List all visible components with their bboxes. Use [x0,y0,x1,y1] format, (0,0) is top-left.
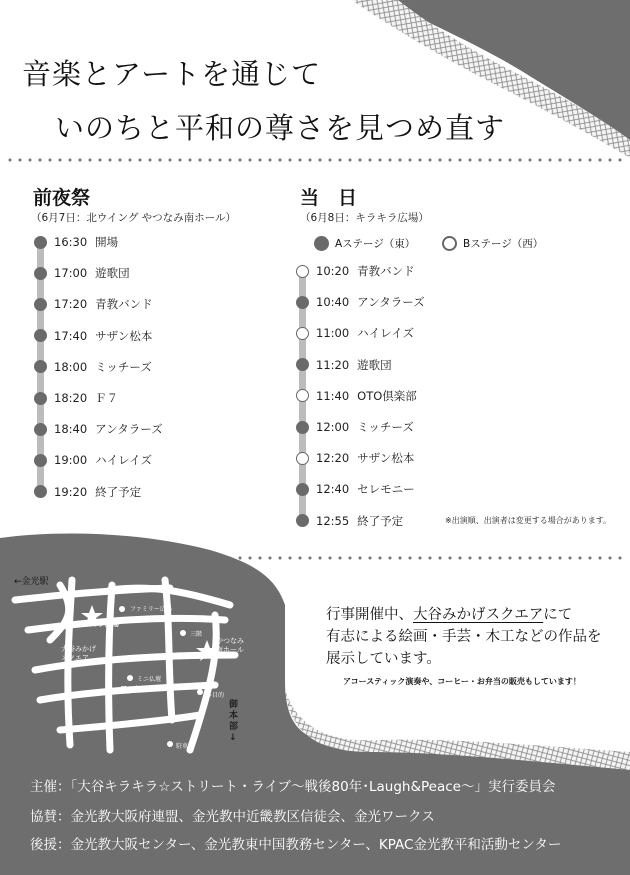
map-kirakira: キラキラ広場 [77,620,119,628]
day-row [296,480,415,498]
day-name: アンタラーズ [357,295,425,310]
eve-time: 18:40 [54,422,88,437]
legend-stage-a-label: Aステージ（東） [335,238,416,250]
eve-row [34,451,152,469]
eve-name: 青教バンド [95,297,153,312]
eve-row [34,233,118,251]
msg-line2: 有志による絵画・手芸・木工などの作品を [326,629,602,645]
eve-row [34,358,152,376]
day-time: 12:00 [316,420,350,434]
eve-time: 18:20 [54,391,88,405]
schedule-note: ※出演順、出演者は変更する場合があります。 [445,516,612,525]
eve-row [34,420,163,438]
eve-subtitle: （6月7日：北ウイング やつなみ南ホール） [31,212,236,224]
eve-time: 17:00 [54,266,88,281]
day-row [296,262,415,280]
eve-time: 17:40 [54,328,88,343]
eve-name: 遊歌団 [95,266,130,281]
day-name: サザン松本 [357,451,415,466]
stage-a-dot-icon [296,421,309,434]
eve-name: サザン松本 [95,328,153,343]
eve-time: 16:30 [54,235,88,249]
map-small-5: 駐車場 [176,743,195,750]
eve-row [34,389,118,407]
stage-a-dot-icon [34,454,47,467]
day-time: 10:40 [316,295,350,310]
eve-time: 18:00 [54,359,88,374]
eve-time: 17:20 [54,297,88,312]
stage-a-dot-icon [34,392,47,405]
day-name: ミッチーズ [357,420,414,434]
stage-a-dot-icon [34,485,47,498]
day-row [296,324,414,342]
legend-stage-b [442,236,543,251]
title-line-2: いのちと平和の尊さを見つめ直す [55,111,506,145]
map-small-4: 多目的 [206,692,225,699]
map-small-1: ファミリー広場 [130,606,172,613]
stage-a-dot-icon [34,423,47,436]
day-row [296,356,392,374]
legend-stage-a [314,236,415,251]
map-small-2: 三階 [190,631,203,638]
day-time: 11:00 [316,326,350,341]
day-time: 11:40 [316,388,350,403]
title-line-1: 音楽とアートを通じて [22,57,322,91]
day-row [296,293,425,311]
eve-time: 19:00 [54,453,88,468]
map-honbu: 御本部↓ [229,700,239,743]
eve-name: 終了予定 [95,484,142,499]
map-station: ←金光駅 [14,577,49,587]
eve-row [34,295,153,313]
eve-row [34,327,152,345]
day-subtitle: （6月8日：キラキラ広場） [300,212,429,224]
stage-a-dot-icon [34,236,47,249]
divider-dots [5,158,625,162]
day-time: 12:40 [316,482,350,497]
msg-line1-post: にて [543,607,573,623]
message-note: アコースティック演奏や、コーヒー・お弁当の販売もしています！ [343,677,581,686]
credit-cooperation: 協賛：金光教大阪府連盟、金光教中近畿教区信徒会、金光ワークス [30,809,435,825]
stage-b-dot-icon [442,236,457,251]
day-time: 12:20 [316,451,350,466]
map-hall: やつなみ 南ホール [216,637,244,654]
day-heading: 当 日 [300,187,358,209]
eve-name: ミッチーズ [95,359,152,374]
day-time: 10:20 [316,264,350,278]
eve-name: アンタラーズ [95,422,163,437]
eve-name: 開場 [95,235,119,249]
day-time: 12:55 [316,513,350,528]
map-square: 大谷みかげ スクエア [61,645,96,662]
day-row [296,387,417,405]
stage-a-dot-icon [34,267,47,280]
day-name: 遊歌団 [357,357,392,372]
stage-a-dot-icon [34,360,47,373]
stage-b-dot-icon [296,265,309,278]
map-arcade: アーケード [120,685,155,693]
day-name: セレモニー [357,482,415,497]
stage-b-dot-icon [296,327,309,340]
square-link: 大谷みかげスクエア [413,607,544,623]
map-small-3: ミニ仏壇 [137,676,162,683]
legend-stage-b-label: Bステージ（西） [463,238,544,250]
stage-a-dot-icon [314,236,329,251]
exhibit-message [326,604,602,670]
eve-name: ハイレイズ [95,453,152,468]
day-row [296,418,414,436]
stage-a-dot-icon [34,329,47,342]
eve-heading: 前夜祭 [33,187,91,209]
msg-line3: 展示しています。 [326,651,441,667]
stage-a-dot-icon [296,358,309,371]
eve-row [34,483,141,501]
day-row [296,449,414,467]
area-map [0,560,290,770]
eve-name: Ｆ７ [95,391,119,405]
stage-b-dot-icon [296,452,309,465]
day-name: 終了予定 [357,513,404,528]
msg-line1-pre: 行事開催中、 [326,607,413,623]
stage-b-dot-icon [296,389,309,402]
day-name: OTO倶楽部 [357,388,417,403]
stage-a-dot-icon [34,298,47,311]
day-name: 青教バンド [357,264,415,278]
credit-support: 後援：金光教大阪センター、金光教東中国教務センター、KPAC金光教平和活動センター [30,837,562,853]
stage-a-dot-icon [296,296,309,309]
stage-a-dot-icon [296,483,309,496]
eve-row [34,264,130,282]
eve-time: 19:20 [54,484,88,499]
credit-organizer: 主催：「大谷キラキラ☆ストリート・ライブ～戦後80年･Laugh&Peace～」実行委員会 [30,779,556,795]
day-name: ハイレイズ [357,326,414,341]
day-time: 11:20 [316,357,350,372]
